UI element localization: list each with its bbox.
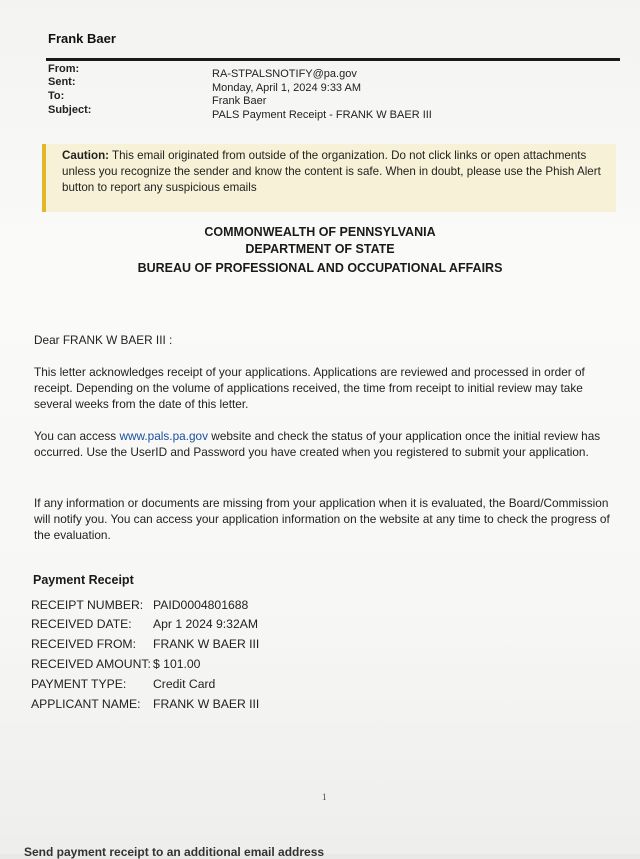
received-amount-label: RECEIVED AMOUNT: xyxy=(31,657,151,671)
header-divider xyxy=(46,58,620,61)
paragraph-access-website xyxy=(34,428,624,460)
payment-type-value: Credit Card xyxy=(153,677,216,691)
received-from-label: RECEIVED FROM: xyxy=(31,637,136,651)
bottom-cutoff-text: Send payment receipt to an additional email address xyxy=(24,845,325,859)
page-number: 1 xyxy=(322,792,327,802)
payment-type-label: PAYMENT TYPE: xyxy=(31,677,127,691)
receipt-number-label: RECEIPT NUMBER: xyxy=(31,598,144,612)
email-sender-name: Frank Baer xyxy=(48,31,116,46)
received-date-label: RECEIVED DATE: xyxy=(31,617,132,631)
received-from-value: FRANK W BAER III xyxy=(153,637,260,651)
greeting: Dear FRANK W BAER III : xyxy=(34,333,173,347)
para2-text-before: You can access xyxy=(34,429,120,443)
caution-text: This email originated from outside of the organization. Do not click links or open attachments unless you recognize the sender and know the content is safe. When in doubt, please use the Phish Alert button to report any suspicious emails xyxy=(62,149,601,194)
from-value: RA-STPALSNOTIFY@pa.gov xyxy=(212,68,357,80)
caution-heading: Caution: xyxy=(62,149,110,162)
to-label: To: xyxy=(48,90,65,102)
from-label: From: xyxy=(48,63,80,75)
paragraph-missing-info: If any information or documents are missing from your application when it is evaluated, the Board/Commission will notify you. You can access your application information on the website at any time to check the progress of the evaluation. xyxy=(34,496,610,542)
org-line-3: BUREAU OF PROFESSIONAL AND OCCUPATIONAL AFFAIRS xyxy=(137,261,503,275)
applicant-name-value: FRANK W BAER III xyxy=(153,697,260,711)
applicant-name-label: APPLICANT NAME: xyxy=(31,697,141,711)
sent-value: Monday, April 1, 2024 9:33 AM xyxy=(212,82,361,94)
payment-receipt-title: Payment Receipt xyxy=(33,573,134,587)
org-line-1: COMMONWEALTH OF PENNSYLVANIA xyxy=(204,225,436,239)
to-value: Frank Baer xyxy=(212,95,267,107)
subject-label: Subject: xyxy=(48,104,92,116)
caution-banner xyxy=(42,144,616,212)
pals-website-link[interactable]: www.pals.pa.gov xyxy=(119,429,209,443)
org-line-2: DEPARTMENT OF STATE xyxy=(245,242,395,256)
paragraph-acknowledgement: This letter acknowledges receipt of your applications. Applications are reviewed and processed in order of receipt. Depending on the volume of applications received, the time from receipt to initial review may take several weeks from the date of this letter. xyxy=(34,365,585,411)
receipt-number-value: PAID0004801688 xyxy=(153,598,249,612)
sent-label: Sent: xyxy=(48,76,76,88)
para2-text-after: website and check the status of your application once the initial review has occurred. Use the UserID and Password you have created when you registered to submit your application. xyxy=(34,429,601,459)
received-amount-value: $ 101.00 xyxy=(153,657,201,671)
received-date-value: Apr 1 2024 9:32AM xyxy=(153,617,259,631)
subject-value: PALS Payment Receipt - FRANK W BAER III xyxy=(212,109,432,121)
